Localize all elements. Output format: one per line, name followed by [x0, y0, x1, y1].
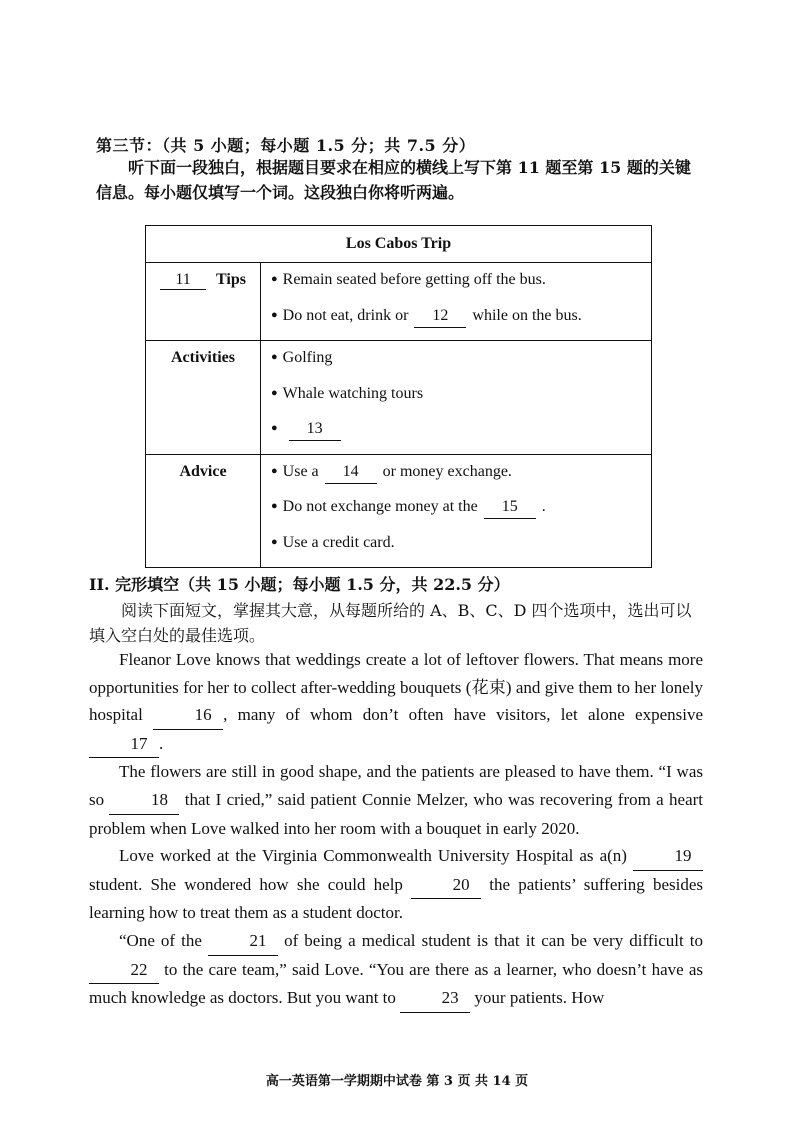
row-label-advice: Advice [146, 454, 261, 568]
bullet-item: ● Remain seated before getting off the bus. [271, 269, 651, 305]
answer-blank-21: 21 [208, 927, 278, 956]
table-title: Los Cabos Trip [146, 226, 652, 263]
answer-blank-20: 20 [411, 871, 481, 900]
section3-title: 第三节：（共 5 小题；每小题 1.5 分；共 7.5 分） [96, 136, 476, 155]
bullet-item: ● Use a 14 or money exchange. [271, 461, 651, 497]
section3-instructions: 听下面一段独白，根据题目要求在相应的横线上写下第 11 题至第 15 题的关键信息。每小题仅填写一个词。这段独白你将听两遍。 [96, 158, 691, 202]
answer-blank-14: 14 [325, 461, 377, 484]
section2-instructions: 阅读下面短文，掌握其大意，从每题所给的 A、B、C、D 四个选项中，选出可以填入空白处的最佳选项。 [89, 601, 692, 645]
answer-blank-11: 11 [160, 271, 206, 290]
paragraph: Fleanor Love knows that weddings create a lot of leftover flowers. That means more opportunities for her to collect after-wedding bouquets (花束) and give them to her lonely hospital 16 , many of whom don’t often have visitors, let alone expensive 17 . [89, 646, 703, 758]
answer-blank-23: 23 [400, 984, 470, 1013]
row-label-text: Tips [216, 271, 246, 288]
page-footer: 高一英语第一学期期中试卷 第 3 页 共 14 页 [265, 1074, 529, 1089]
bullet-item: ● Do not eat, drink or 12 while on the bus. [271, 305, 651, 341]
table-row-advice [146, 454, 652, 568]
answer-blank-18: 18 [109, 786, 179, 815]
answer-blank-16: 16 [153, 701, 223, 730]
answer-blank-19: 19 [633, 842, 703, 871]
answer-blank-22: 22 [89, 956, 159, 985]
answer-blank-17: 17 [89, 730, 159, 759]
paragraph: Love worked at the Virginia Commonwealth University Hospital as a(n) 19 student. She wondered how she could help 20 the patients’ suffering besides learning how to treat them as a student doctor. [89, 842, 703, 927]
paragraph: The flowers are still in good shape, and the patients are pleased to have them. “I was so 18 that I cried,” said patient Connie Melzer, who was recovering from a heart problem when Love walked into her room with a bouquet in early 2020. [89, 762, 704, 838]
paragraph: “One of the 21 of being a medical student is that it can be very difficult to 22 to the care team,” said Love. “You are there as a learner, who doesn’t have as much knowledge as doctors. But you want to 23 your patients. How [89, 927, 703, 1013]
row-label-tips [146, 263, 261, 341]
table-row-activities [146, 341, 652, 455]
row-label-activities: Activities [146, 341, 261, 455]
answer-blank-15: 15 [484, 496, 536, 519]
bullet-item: ● Do not exchange money at the 15 . [271, 496, 651, 532]
section2-title: II. 完形填空（共 15 小题；每小题 1.5 分，共 22.5 分） [89, 575, 510, 594]
cloze-passage [89, 646, 703, 1013]
bullet-item: ● Whale watching tours [271, 383, 651, 419]
bullet-item [271, 418, 651, 454]
bullet-item: ● Golfing [271, 347, 651, 383]
answer-blank-13: 13 [289, 418, 341, 441]
notes-table [145, 225, 652, 568]
bullet-item: ● Use a credit card. [271, 532, 651, 568]
answer-blank-12: 12 [414, 305, 466, 328]
table-row-tips [146, 263, 652, 341]
